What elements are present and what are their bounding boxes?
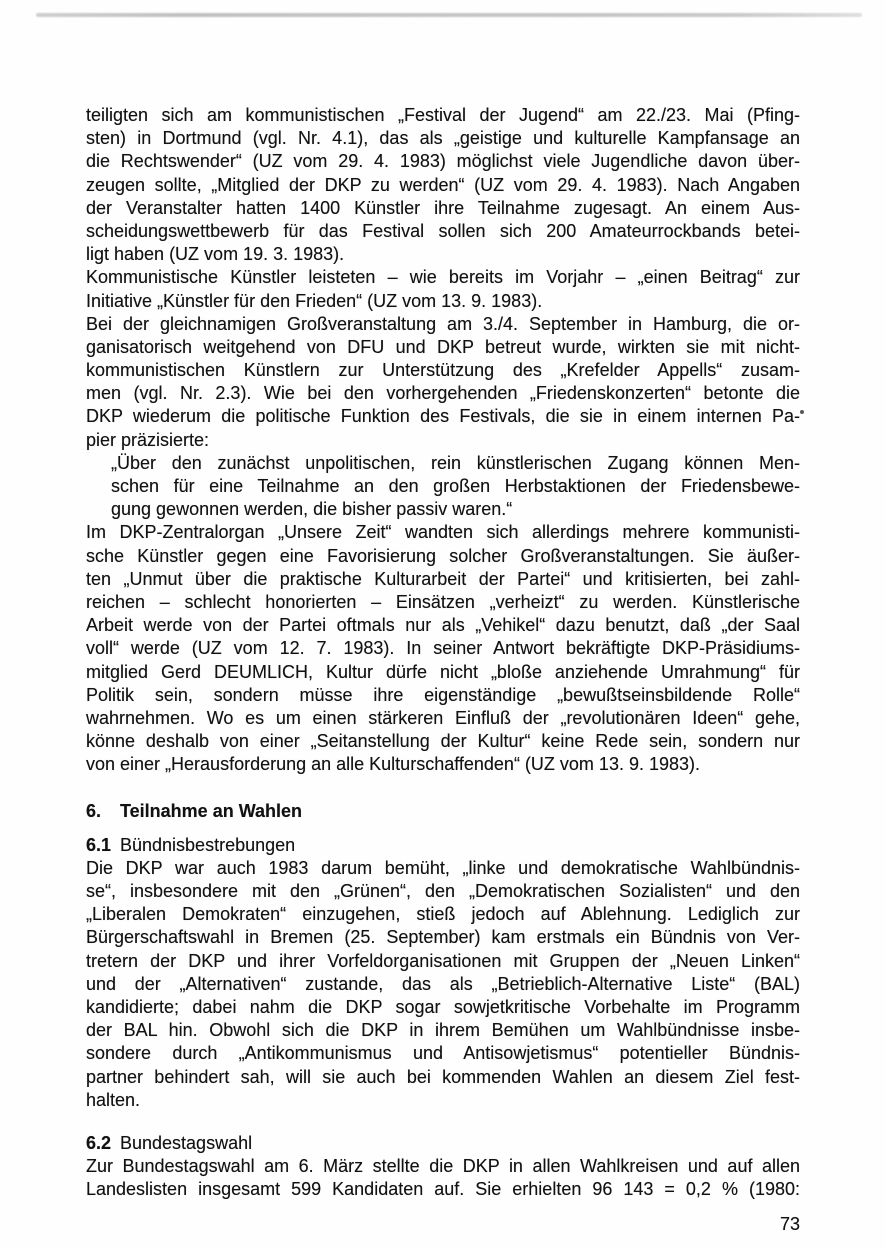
text-line: teiligten sich am kommunistischen „Festival der Jugend“ am 22./23. Mai (Pfing- bbox=[86, 105, 800, 125]
text-line: Im DKP-Zentralorgan „Unsere Zeit“ wandten sich allerdings mehrere kommunisti- bbox=[86, 522, 800, 543]
text-line: ten „Unmut über die praktische Kulturarbeit der Partei“ und kritisierten, bei zahl- bbox=[86, 568, 800, 589]
scan-artifact-line bbox=[36, 13, 862, 17]
text-column bbox=[86, 104, 800, 1237]
text-line: pier präzisierte: bbox=[86, 429, 210, 450]
text-line: und der „Alternativen“ zustande, das als „Betrieblich-Alternative Liste“ (BAL) bbox=[86, 973, 800, 994]
text-line: halten. bbox=[86, 1089, 141, 1110]
text-line: scheidungswettbewerb für das Festival sollen sich 200 Amateurrockbands betei- bbox=[86, 220, 800, 241]
page-number: 73 bbox=[779, 1214, 800, 1235]
heading-6-teilnahme-an-wahlen bbox=[86, 800, 800, 823]
text-line: von einer „Herausforderung an alle Kulturschaffenden“ (UZ vom 13. 9. 1983). bbox=[86, 754, 701, 775]
para-kuenstler-fuer-den-frieden bbox=[86, 266, 800, 312]
text-line: Zur Bundestagswahl am 6. März stellte die DKP in allen Wahlkreisen und auf allen bbox=[86, 1156, 800, 1177]
text-line: voll“ werde (UZ vom 12. 7. 1983). In seiner Antwort bekräftigte DKP-Präsidiums- bbox=[86, 638, 800, 659]
text-line: mitglied Gerd DEUMLICH, Kultur dürfe nicht „bloße anziehende Umrahmung“ für bbox=[86, 661, 800, 682]
text-line: se“, insbesondere mit den „Grünen“, den „Demokratischen Sozialisten“ und den bbox=[86, 881, 800, 902]
subheading-6-2-bundestagswahl bbox=[86, 1132, 800, 1155]
text-line: sche Künstler gegen eine Favorisierung solcher Großveranstaltungen. Sie äußer- bbox=[86, 545, 800, 566]
text-line: Bei der gleichnamigen Großveranstaltung am 3./4. September in Hamburg, die or- bbox=[86, 313, 800, 334]
text-line: kandidierte; dabei nahm die DKP sogar sowjetkritische Vorbehalte im Programm bbox=[86, 996, 800, 1017]
text-line: Arbeit werde von der Partei oftmals nur als „Vehikel“ dazu benutzt, daß „der Saal bbox=[86, 615, 800, 636]
text-line: Landeslisten insgesamt 599 Kandidaten auf. Sie erhielten 96 143 = 0,2 % (1980: bbox=[86, 1179, 800, 1200]
section-number: 6.2 bbox=[86, 1132, 112, 1153]
text-line: der BAL hin. Obwohl sich die DKP in ihrem Bemühen um Wahlbündnisse insbe- bbox=[86, 1020, 800, 1041]
text-line: die Rechtswender“ (UZ vom 29. 4. 1983) möglichst viele Jugendliche davon über- bbox=[86, 151, 800, 172]
text-line: zeugen sollte, „Mitglied der DKP zu werden“ (UZ vom 29. 4. 1983). Nach Angaben bbox=[86, 174, 800, 195]
text-line: sondere durch „Antikommunismus und Antisowjetismus“ potentieller Bündnis- bbox=[86, 1043, 800, 1064]
text-line: wahrnehmen. Wo es um einen stärkeren Einfluß der „revolutionären Ideen“ gehe, bbox=[86, 707, 800, 728]
para-buendnisbestrebungen bbox=[86, 857, 800, 1112]
para-grossveranstaltung-hamburg bbox=[86, 313, 800, 452]
text-line: kommunistischen Künstlern zur Unterstützung des „Krefelder Appells“ zusam- bbox=[86, 360, 800, 381]
section-title: Bündnisbestrebungen bbox=[120, 834, 296, 855]
text-line: reichen – schlecht honorierten – Einsätzen „verheizt“ zu werden. Künstlerische bbox=[86, 591, 800, 612]
section-number: 6.1 bbox=[86, 834, 112, 855]
quote-internes-papier bbox=[86, 452, 800, 522]
section-title: Teilnahme an Wahlen bbox=[120, 801, 303, 822]
para-festival-der-jugend bbox=[86, 104, 800, 266]
text-line: Bürgerschaftswahl in Bremen (25. September) kam erstmals ein Bündnis von Ver- bbox=[86, 927, 800, 948]
text-line: gung gewonnen werden, die bisher passiv waren.“ bbox=[111, 499, 513, 520]
para-bundestagswahl bbox=[86, 1155, 800, 1201]
text-blocks bbox=[86, 104, 800, 1201]
section-number: 6. bbox=[86, 801, 102, 822]
text-line: könne deshalb von einer „Seitanstellung der Kultur“ keine Rede sein, sondern nur bbox=[86, 731, 800, 752]
subheading-6-1-buendnisbestrebungen bbox=[86, 834, 800, 857]
text-line: Kommunistische Künstler leisteten – wie bereits im Vorjahr – „einen Beitrag“ zur bbox=[86, 267, 800, 288]
text-line: der Veranstalter hatten 1400 Künstler ihre Teilnahme zugesagt. An einem Aus- bbox=[86, 197, 800, 218]
text-line: schen für eine Teilnahme an den großen Herbstaktionen der Friedensbewe- bbox=[111, 476, 800, 496]
text-line: ligt haben (UZ vom 19. 3. 1983). bbox=[86, 244, 345, 265]
text-line: Initiative „Künstler für den Frieden“ (UZ vom 13. 9. 1983). bbox=[86, 290, 543, 311]
text-line: men (vgl. Nr. 2.3). Wie bei den vorhergehenden „Friedenskonzerten“ betonte die bbox=[86, 383, 800, 404]
para-unsere-zeit-kritik bbox=[86, 521, 800, 776]
text-line: Politik sein, sondern müsse ihre eigenständige „bewußtseinsbildende Rolle“ bbox=[86, 684, 800, 705]
text-line: tretern der DKP und ihrer Vorfeldorganisationen mit Gruppen der „Neuen Linken“ bbox=[86, 950, 800, 971]
text-line: „Liberalen Demokraten“ einzugehen, stieß jedoch auf Ablehnung. Lediglich zur bbox=[86, 904, 800, 925]
text-line: ganisatorisch weitgehend von DFU und DKP betreut wurde, wirkten sie mit nicht- bbox=[86, 336, 800, 357]
text-line: „Über den zunächst unpolitischen, rein künstlerischen Zugang können Men- bbox=[111, 452, 800, 473]
text-line: Die DKP war auch 1983 darum bemüht, „linke und demokratische Wahlbündnis- bbox=[86, 857, 800, 878]
section-title: Bundestagswahl bbox=[120, 1132, 253, 1153]
text-line: sten) in Dortmund (vgl. Nr. 4.1), das als „geistige und kulturelle Kampfansage an bbox=[86, 128, 800, 149]
scan-artifact-dot bbox=[800, 410, 804, 414]
text-line: partner behindert sah, will sie auch bei kommenden Wahlen an diesem Ziel fest- bbox=[86, 1066, 800, 1087]
text-line: DKP wiederum die politische Funktion des Festivals, die sie in einem internen Pa- bbox=[86, 406, 800, 427]
